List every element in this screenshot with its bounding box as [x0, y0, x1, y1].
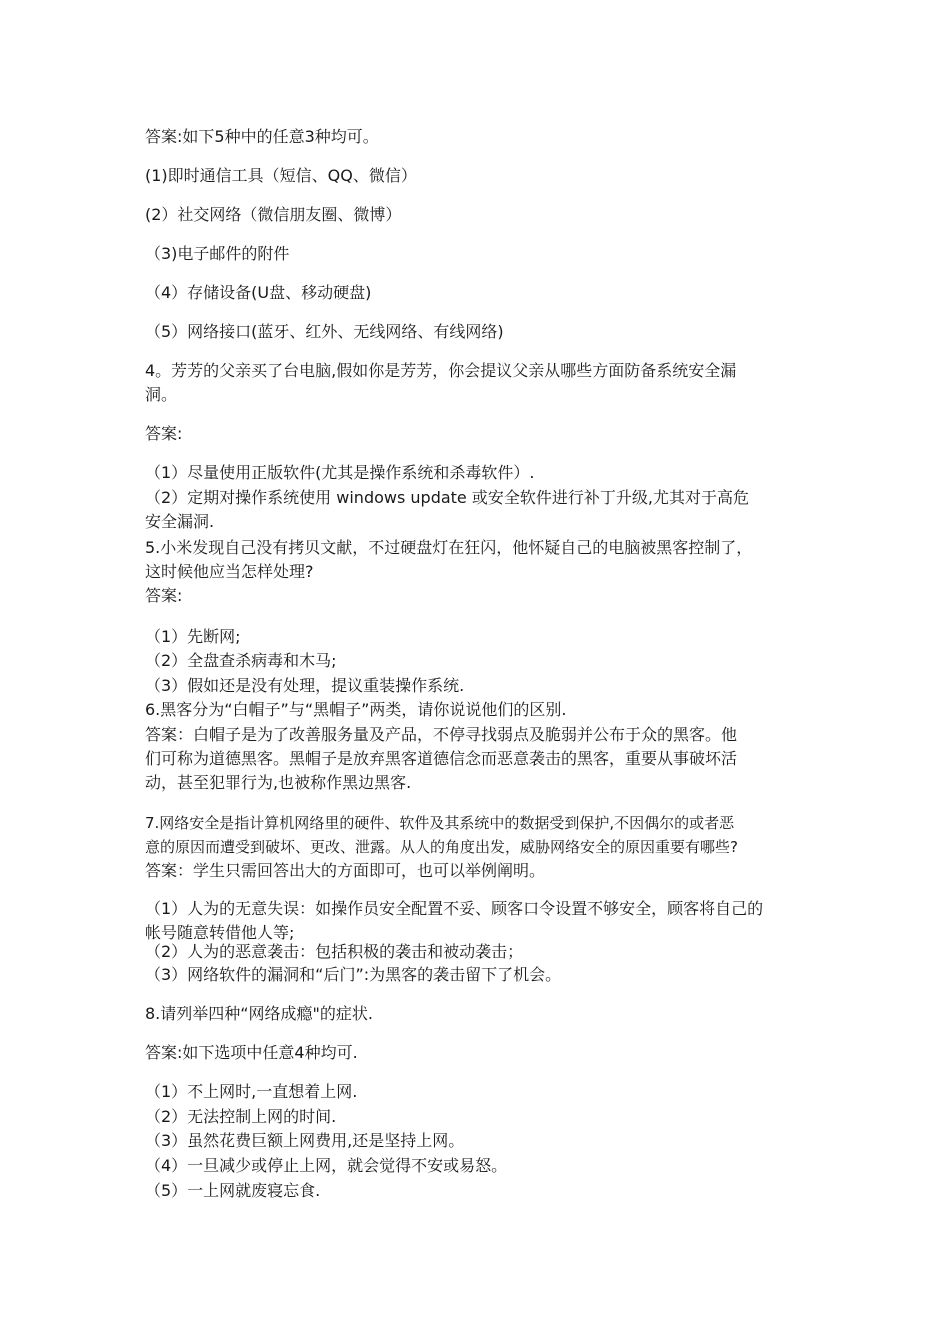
answer-label: 答案: — [145, 424, 183, 443]
list-item: （3）网络软件的漏洞和“后门”:为黑客的袭击留下了机会。 — [145, 965, 562, 984]
list-item: （4）一旦减少或停止上网，就会觉得不安或易怒。 — [145, 1156, 508, 1175]
answer-line: 答案:如下5种中的任意3种均可。 — [145, 127, 379, 146]
list-item: （5）网络接口(蓝牙、红外、无线网络、有线网络) — [145, 322, 504, 341]
answer-line: 答案:如下选项中任意4种均可. — [145, 1043, 358, 1062]
question-7-cont: 意的原因而遭受到破坏、更改、泄露。从人的角度出发，威胁网络安全的原因重要有哪些? — [145, 838, 738, 856]
list-item-cont: 帐号随意转借他人等; — [145, 923, 295, 942]
list-item: (1)即时通信工具（短信、QQ、微信） — [145, 166, 417, 185]
list-item: （1）不上网时,一直想着上网. — [145, 1082, 358, 1101]
list-item-cont: 安全漏洞. — [145, 512, 215, 531]
list-item: （2）人为的恶意袭击：包括积极的袭击和被动袭击； — [145, 942, 524, 961]
question-4: 4。芳芳的父亲买了台电脑,假如你是芳芳，你会提议父亲从哪些方面防备系统安全漏 — [145, 361, 737, 380]
question-8: 8.请列举四种“网络成瘾"的症状. — [145, 1004, 374, 1023]
list-item: （2）定期对操作系统使用 windows update 或安全软件进行补丁升级,尤其对于高危 — [145, 488, 749, 507]
list-item: （2）全盘查杀病毒和木马; — [145, 651, 337, 670]
list-item: （1）尽量使用正版软件(尤其是操作系统和杀毒软件）. — [145, 463, 535, 482]
question-6: 6.黑客分为“白帽子”与“黑帽子”两类，请你说说他们的区别. — [145, 700, 567, 719]
list-item: （3）虽然花费巨额上网费用,还是坚持上网。 — [145, 1131, 465, 1150]
question-5-cont: 这时候他应当怎样处理? — [145, 562, 314, 581]
answer-line: 答案：学生只需回答出大的方面即可，也可以举例阐明。 — [145, 861, 546, 880]
list-item: （5）一上网就废寝忘食. — [145, 1181, 321, 1200]
question-4-cont: 洞。 — [145, 385, 178, 404]
list-item: （3）假如还是没有处理，提议重装操作系统. — [145, 676, 465, 695]
answer-line: 们可称为道德黑客。黑帽子是放弃黑客道德信念而恶意袭击的黑客，重要从事破坏活 — [145, 749, 738, 768]
list-item: （3)电子邮件的附件 — [145, 244, 290, 263]
list-item: (2）社交网络（微信朋友圈、微博） — [145, 205, 402, 224]
question-5: 5.小米发现自己没有拷贝文献，不过硬盘灯在狂闪，他怀疑自己的电脑被黑客控制了， — [145, 538, 753, 557]
list-item: （2）无法控制上网的时间. — [145, 1107, 337, 1126]
list-item: （1）先断网; — [145, 627, 241, 646]
answer-label: 答案: — [145, 586, 183, 605]
question-7: 7.网络安全是指计算机网络里的硬件、软件及其系统中的数据受到保护,不因偶尔的或者恶 — [145, 814, 735, 832]
answer-line: 动，甚至犯罪行为,也被称作黑边黑客. — [145, 773, 412, 792]
answer-line: 答案：白帽子是为了改善服务量及产品，不停寻找弱点及脆弱并公布于众的黑客。他 — [145, 725, 738, 744]
list-item: （1）人为的无意失误：如操作员安全配置不妥、顾客口令设置不够安全，顾客将自己的 — [145, 899, 764, 918]
list-item: （4）存储设备(U盘、移动硬盘) — [145, 283, 372, 302]
